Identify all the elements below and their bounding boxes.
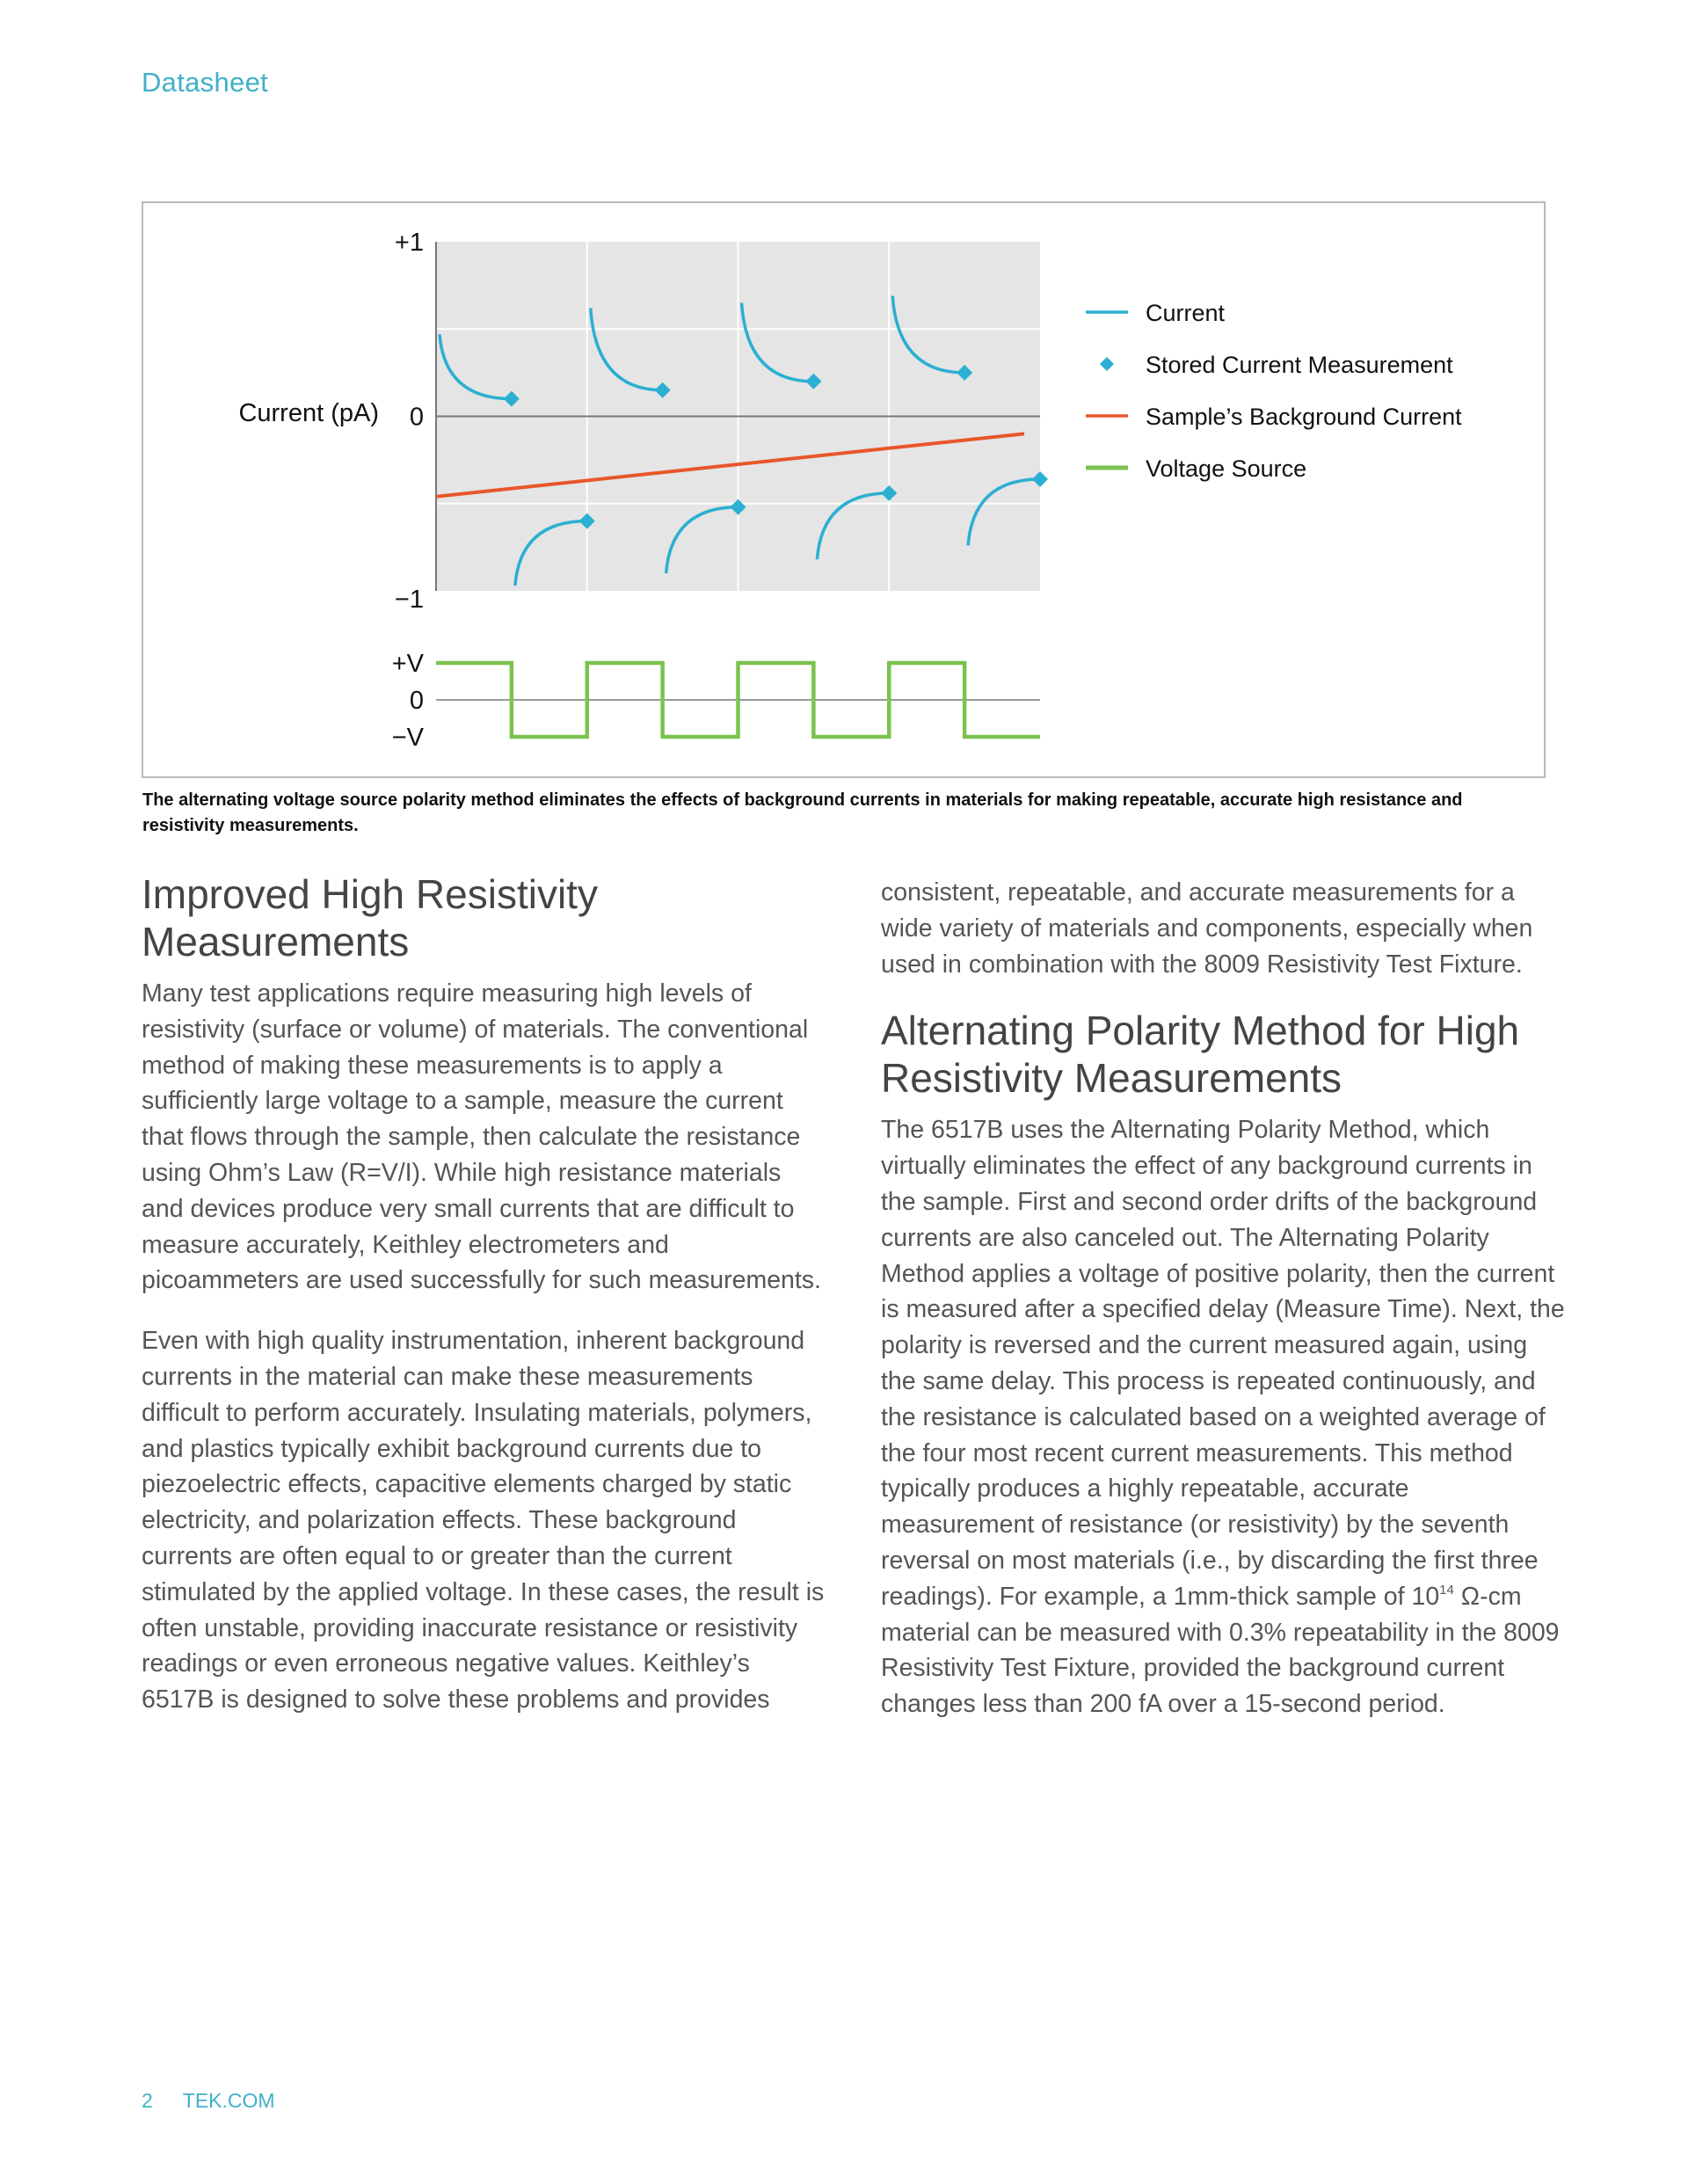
paragraph-text: Ω-cm material can be measured with 0.3% repeatability in the 8009 Resistivity Test Fixture, provided the background current changes less than 200 fA over a 15-second period.	[881, 1582, 1560, 1719]
figure-frame	[142, 201, 1546, 778]
site-link[interactable]: TEK.COM	[182, 2089, 275, 2112]
paragraph: Even with high quality instrumentation, inherent background currents in the material can make these measurements difficult to perform accurately. Insulating materials, polymers, and plastics typically exhibit background currents due to piezoelectric effects, capacitive elements charged by static electricity, and polarization effects. These background currents are often equal to or greater than the current stimulated by the applied voltage. In these cases, the result is often unstable, providing inaccurate resistance or resistivity readings or even erroneous negative values. Keithley’s 6517B is designed to solve these problems and provides	[142, 1327, 825, 1714]
document-type-label: Datasheet	[142, 67, 269, 98]
legend-label: Stored Current Measurement	[1146, 352, 1453, 378]
paragraph	[881, 1112, 1567, 1722]
left-column	[142, 870, 827, 1743]
page-footer	[142, 2089, 305, 2113]
paragraph: Many test applications require measuring high levels of resistivity (surface or volume) of materials. The conventional method of making these measurements is to apply a sufficiently large voltage to a sample, measure the current that flows through the sample, then calculate the resistance using Ohm’s Law (R=V/I). While high resistance materials and devices produce very small currents that are difficult to measure accurately, Keithley electrometers and picoammeters are used successfully for such measurements.	[142, 979, 821, 1295]
paragraph-continuation: consistent, repeatable, and accurate measurements for a wide variety of materials and components, especially when used in combination with the 8009 Resistivity Test Fixture.	[881, 878, 1533, 979]
polarity-chart	[143, 203, 1547, 780]
paragraph-text: The 6517B uses the Alternating Polarity Method, which virtually eliminates the effect of any background currents in the sample. First and second order drifts of the background currents are also canceled out. The Alternating Polarity Method applies a voltage of positive polarity, then the current is measured after a specified delay (Measure Time). Next, the polarity is reversed and the current measured again, using the same delay. This process is repeated continuously, and the resistance is calculated based on a weighted average of the four most recent current measurements. This method typically produces a highly repeatable, accurate measurement of resistance (or resistivity) by the seventh reversal on most materials (i.e., by discarding the first three readings). For example, a 1mm-thick sample of 10	[881, 1116, 1565, 1611]
legend-label: Voltage Source	[1146, 455, 1307, 482]
right-column	[881, 875, 1567, 1747]
page-number: 2	[142, 2089, 153, 2112]
legend-label: Sample’s Background Current	[1146, 404, 1462, 430]
section-heading-improved: Improved High Resistivity Measurements	[142, 871, 598, 965]
y-tick-label: +1	[394, 229, 424, 257]
section-heading-alternating: Alternating Polarity Method for High Resistivity Measurements	[881, 1008, 1520, 1102]
figure-caption: The alternating voltage source polarity method eliminates the effects of background currents in materials for making repeatable, accurate high resistance and resistivity measurements.	[142, 790, 1463, 835]
legend-diamond-swatch	[1100, 357, 1114, 371]
legend-label: Current	[1146, 300, 1226, 326]
voltage-tick-label: −V	[391, 724, 424, 752]
y-axis-label: Current (pA)	[238, 399, 379, 427]
y-tick-label: 0	[409, 403, 424, 432]
voltage-tick-label: +V	[391, 650, 424, 678]
voltage-tick-label: 0	[409, 687, 424, 715]
exponent: 14	[1439, 1582, 1454, 1598]
y-tick-label: −1	[394, 586, 424, 614]
